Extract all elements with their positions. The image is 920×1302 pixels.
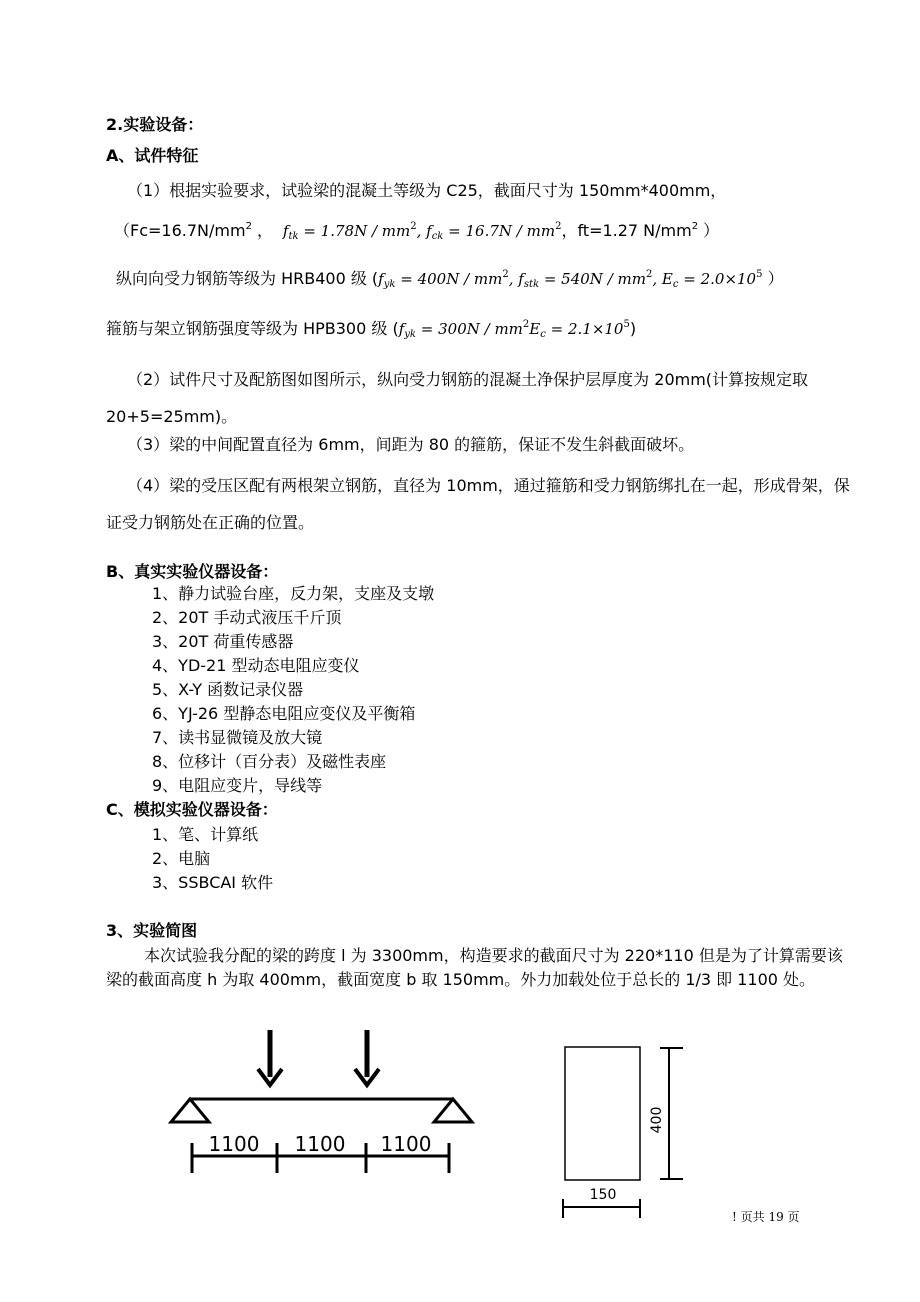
list-item: 8、位移计（百分表）及磁性表座 xyxy=(152,752,387,771)
paragraph-a2: （$Fc=16.7N/mm^2$ ， $f_{tk} = 1.78N / mm^2$, $f_{ck} = 16.7N / mm^2$，ft=1.27 $N/mm^2$ ） xyxy=(114,221,720,242)
paragraph-a5: （2）试件尺寸及配筋图如图所示，纵向受力钢筋的混凝土净保护层厚度为 20mm(计算按规定取 20+5=25mm)。 xyxy=(106,370,809,426)
ft-text: ，ft=1.27 N/mm xyxy=(561,221,692,240)
section-a-heading: A、试件特征 xyxy=(106,146,199,165)
width-label: 150 xyxy=(589,1187,617,1203)
section-2-heading: 2.实验设备： xyxy=(106,115,204,134)
paragraph-a6: （3）梁的中间配置直径为 6mm，间距为 80 的箍筋，保证不发生斜截面破坏。 xyxy=(127,435,695,454)
hrb400-label: 纵向向受力钢筋等级为 HRB400 级 xyxy=(116,269,367,288)
list-item: 3、SSBCAI 软件 xyxy=(152,873,274,892)
beam-diagram xyxy=(160,1025,490,1185)
span-label: 1100 xyxy=(294,1132,346,1156)
paragraph-a7: （4）梁的受压区配有两根架立钢筋，直径为 10mm，通过箍筋和受力钢筋绑扎在一起，形成骨架，保证受力钢筋处在正确的位置。 xyxy=(106,476,850,532)
paragraph-a1: （1）根据实验要求，试验梁的混凝土等级为 C25，截面尺寸为 150mm*400mm， xyxy=(127,181,727,200)
paragraph-a3: 纵向向受力钢筋等级为 HRB400 级 ($f_{yk} = 400N / mm^2$, $f_{stk} = 540N / mm^2$, $E_c = 2.0\times 10^5$ ） xyxy=(116,269,784,290)
span-label: 1100 xyxy=(208,1132,260,1156)
section-b-heading: B、真实实验仪器设备： xyxy=(106,562,279,581)
hpb300-formula: $f_{yk} = 300N / mm^2E_c = 2.1\times 10^5$ xyxy=(398,319,630,340)
section-3-paragraph: 本次试验我分配的梁的跨度 l 为 3300mm，构造要求的截面尺寸为 220*110 但是为了计算需要该梁的截面高度 h 为取 400mm，截面宽度 b 取 150mm。外力加载处位于总长的 1/3 即 1100 处。 xyxy=(106,946,843,989)
list-item: 7、读书显微镜及放大镜 xyxy=(152,728,323,747)
list-item: 2、20T 手动式液压千斤顶 xyxy=(152,608,342,627)
load-arrow-left xyxy=(258,1030,282,1085)
fc-text: （Fc=16.7N/mm xyxy=(114,221,246,240)
list-item: 2、电脑 xyxy=(152,849,211,868)
hrb400-formula: $f_{yk} = 400N / mm^2$, $f_{stk} = 540N / mm^2$, $E_c = 2.0\times 10^5$ xyxy=(378,269,763,290)
section-rectangle xyxy=(565,1047,640,1180)
span-label: 1100 xyxy=(380,1132,432,1156)
section-3-heading: 3、实验简图 xyxy=(106,921,198,940)
list-item: 6、YJ-26 型静态电阻应变仪及平衡箱 xyxy=(152,704,416,723)
ftk-formula: $f_{tk} = 1.78N / mm^2$, $f_{ck} = 16.7N / mm^2$ xyxy=(278,221,562,242)
hpb300-label: 箍筋与架立钢筋强度等级为 HPB300 级 xyxy=(106,319,388,338)
page-footer: ! 页共 19 页 xyxy=(732,1210,800,1224)
left-support-icon xyxy=(171,1099,209,1122)
list-item: 1、静力试验台座，反力架，支座及支墩 xyxy=(152,584,435,603)
section-c-heading: C、模拟实验仪器设备： xyxy=(106,800,278,819)
list-item: 3、20T 荷重传感器 xyxy=(152,632,294,651)
list-item: 4、YD-21 型动态电阻应变仪 xyxy=(152,656,360,675)
paragraph-a4: 箍筋与架立钢筋强度等级为 HPB300 级 $(f_{yk} = 300N / mm^2E_c = 2.1\times 10^5)$ xyxy=(106,319,637,340)
load-arrow-right xyxy=(355,1030,379,1085)
list-item: 9、电阻应变片，导线等 xyxy=(152,776,323,795)
height-label: 400 xyxy=(649,1106,665,1134)
right-support-icon xyxy=(434,1099,472,1122)
section-diagram xyxy=(555,1040,695,1222)
list-item: 5、X-Y 函数记录仪器 xyxy=(152,680,304,699)
list-item: 1、笔、计算纸 xyxy=(152,825,259,844)
